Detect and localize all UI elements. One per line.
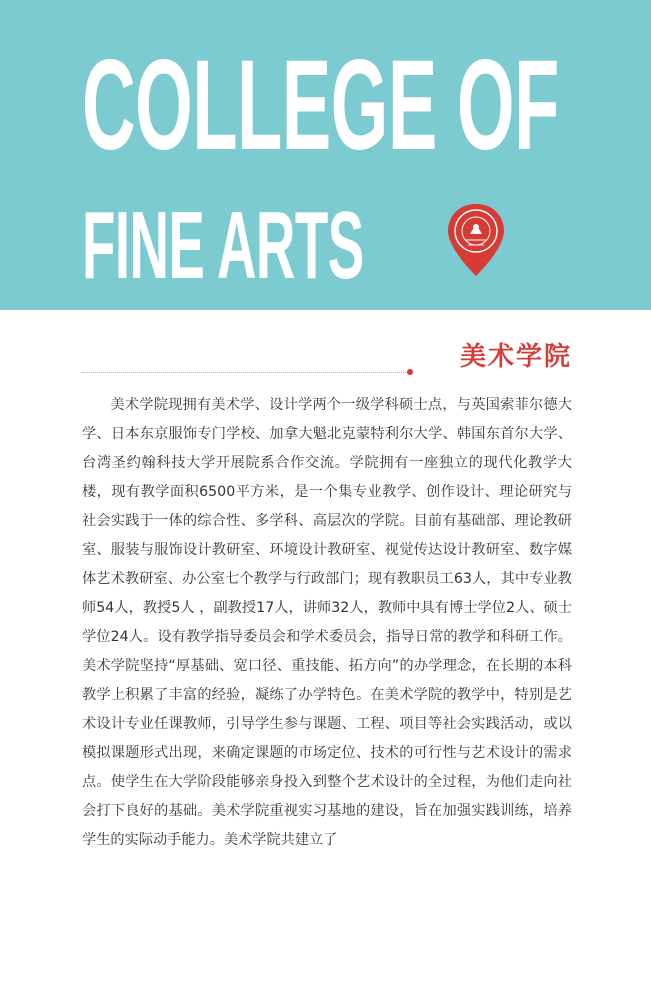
section-title: 美术学院 bbox=[459, 342, 572, 372]
body-paragraph: 美术学院现拥有美术学、设计学两个一级学科硕士点，与英国索菲尔德大学、日本东京服饰专门学校、加拿大魁北克蒙特利尔大学、韩国东首尔大学、台湾圣约翰科技大学开展院系合作交流。学院拥有一座独立的现代化教学大楼，现有教学面积6500平方米，是一个集专业教学、创作设计、理论研究与社会实践于一体的综合性、多学科、高层次的学院。目前有基础部、理论教研室、服装与服饰设计教研室、环境设计教研室、视觉传达设计教研室、数字媒体艺术教研室、办公室七个教学与行政部门；现有教职员工63人，其中专业教师54人，教授5人 ，副教授17人，讲师32人，教师中具有博士学位2人、硕士学位24人。设有教学指导委员会和学术委员会，指导日常的教学和科研工作。美术学院坚持“厚基础、宽口径、重技能、拓方向”的办学理念，在长期的本科教学上积累了丰富的经验，凝练了办学特色。在美术学院的教学中，特别是艺术设计专业任课教师，引导学生参与课题、工程、项目等社会实践活动，或以模拟课题形式出现，来确定课题的市场定位、技术的可行性与艺术设计的需求点。使学生在大学阶段能够亲身投入到整个艺术设计的全过程，为他们走向社会打下良好的基础。美术学院重视实习基地的建设，旨在加强实践训练，培养学生的实际动手能力。美术学院共建立了 bbox=[82, 397, 572, 848]
university-seal-map-pin-icon bbox=[444, 200, 508, 280]
heading-divider-dot bbox=[407, 369, 413, 375]
college-title-line-1: COLLEGE OF bbox=[82, 34, 559, 177]
heading-divider-line bbox=[82, 372, 410, 373]
college-title-line-2: FINE ARTS bbox=[82, 192, 364, 299]
section-heading-row bbox=[82, 334, 572, 384]
header-banner bbox=[0, 0, 651, 310]
